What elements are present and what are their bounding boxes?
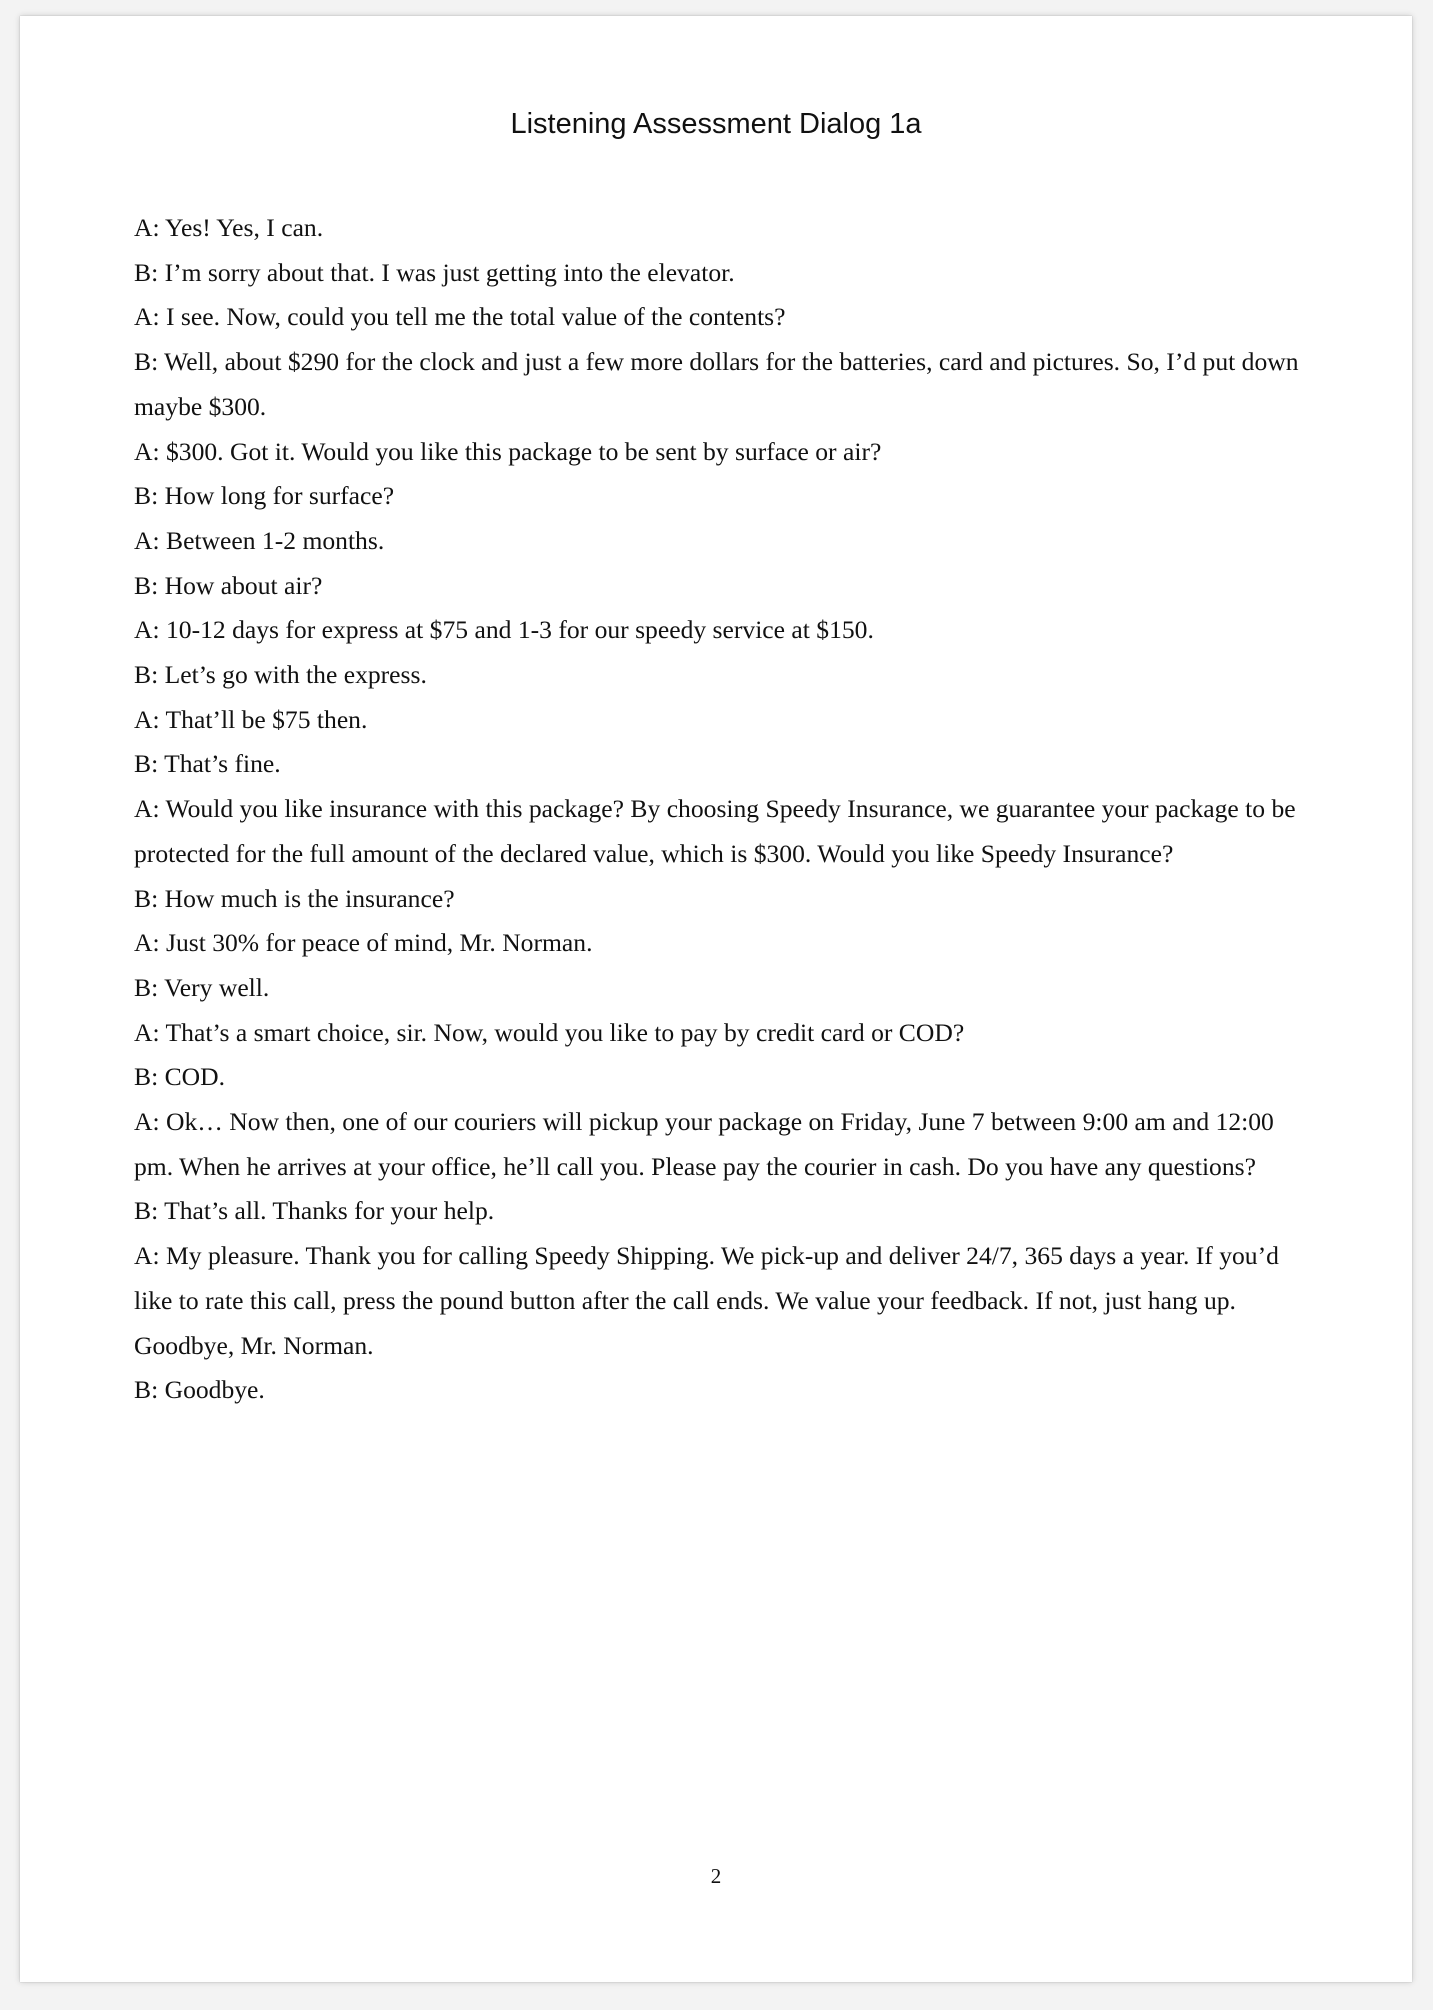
- dialog-line: A: I see. Now, could you tell me the total value of the contents?: [134, 302, 786, 332]
- document-page: [20, 16, 1412, 1982]
- dialog-line: B: Very well.: [134, 972, 270, 1002]
- dialog-line: B: Well, about $290 for the clock and just a few more dollars for the batteries, card and pictures. So, I’d put down maybe $300.: [134, 347, 1299, 421]
- page-number: 2: [710, 1864, 722, 1888]
- dialog-line: B: I’m sorry about that. I was just getting into the elevator.: [134, 257, 735, 287]
- dialog-line: B: That’s all. Thanks for your help.: [134, 1196, 495, 1226]
- dialog-line: A: Would you like insurance with this package? By choosing Speedy Insurance, we guarantee your package to be protected for the full amount of the declared value, which is $300. Would you like Speedy Insurance?: [134, 794, 1296, 868]
- dialog-line: A: 10-12 days for express at $75 and 1-3 for our speedy service at $150.: [134, 615, 874, 645]
- dialog-line: A: Just 30% for peace of mind, Mr. Norman.: [134, 928, 593, 958]
- dialog-line: A: That’s a smart choice, sir. Now, would you like to pay by credit card or COD?: [134, 1017, 965, 1047]
- dialog-transcript: [134, 206, 1304, 1413]
- dialog-line: B: How long for surface?: [134, 481, 395, 511]
- dialog-line: A: Yes! Yes, I can.: [134, 213, 324, 242]
- dialog-line: A: Ok… Now then, one of our couriers will pickup your package on Friday, June 7 between 9:00 am and 12:00 pm. When he arrives at your office, he’ll call you. Please pay the courier in cash. Do you have any questions?: [134, 1107, 1274, 1181]
- dialog-line: A: My pleasure. Thank you for calling Speedy Shipping. We pick-up and deliver 24/7, 365 days a year. If you’d like to rate this call, press the pound button after the call ends. We value your feedback. If not, just hang up. Goodbye, Mr. Norman.: [134, 1241, 1279, 1360]
- dialog-line: A: $300. Got it. Would you like this package to be sent by surface or air?: [134, 436, 882, 466]
- dialog-line: B: Goodbye.: [134, 1375, 265, 1405]
- dialog-line: A: That’ll be $75 then.: [134, 704, 368, 734]
- document-title: Listening Assessment Dialog 1a: [510, 108, 922, 140]
- dialog-line: A: Between 1-2 months.: [134, 525, 385, 555]
- dialog-line: B: How about air?: [134, 570, 323, 600]
- dialog-line: B: Let’s go with the express.: [134, 660, 427, 690]
- dialog-line: B: That’s fine.: [134, 749, 281, 779]
- dialog-line: B: How much is the insurance?: [134, 883, 455, 913]
- dialog-line: B: COD.: [134, 1062, 226, 1092]
